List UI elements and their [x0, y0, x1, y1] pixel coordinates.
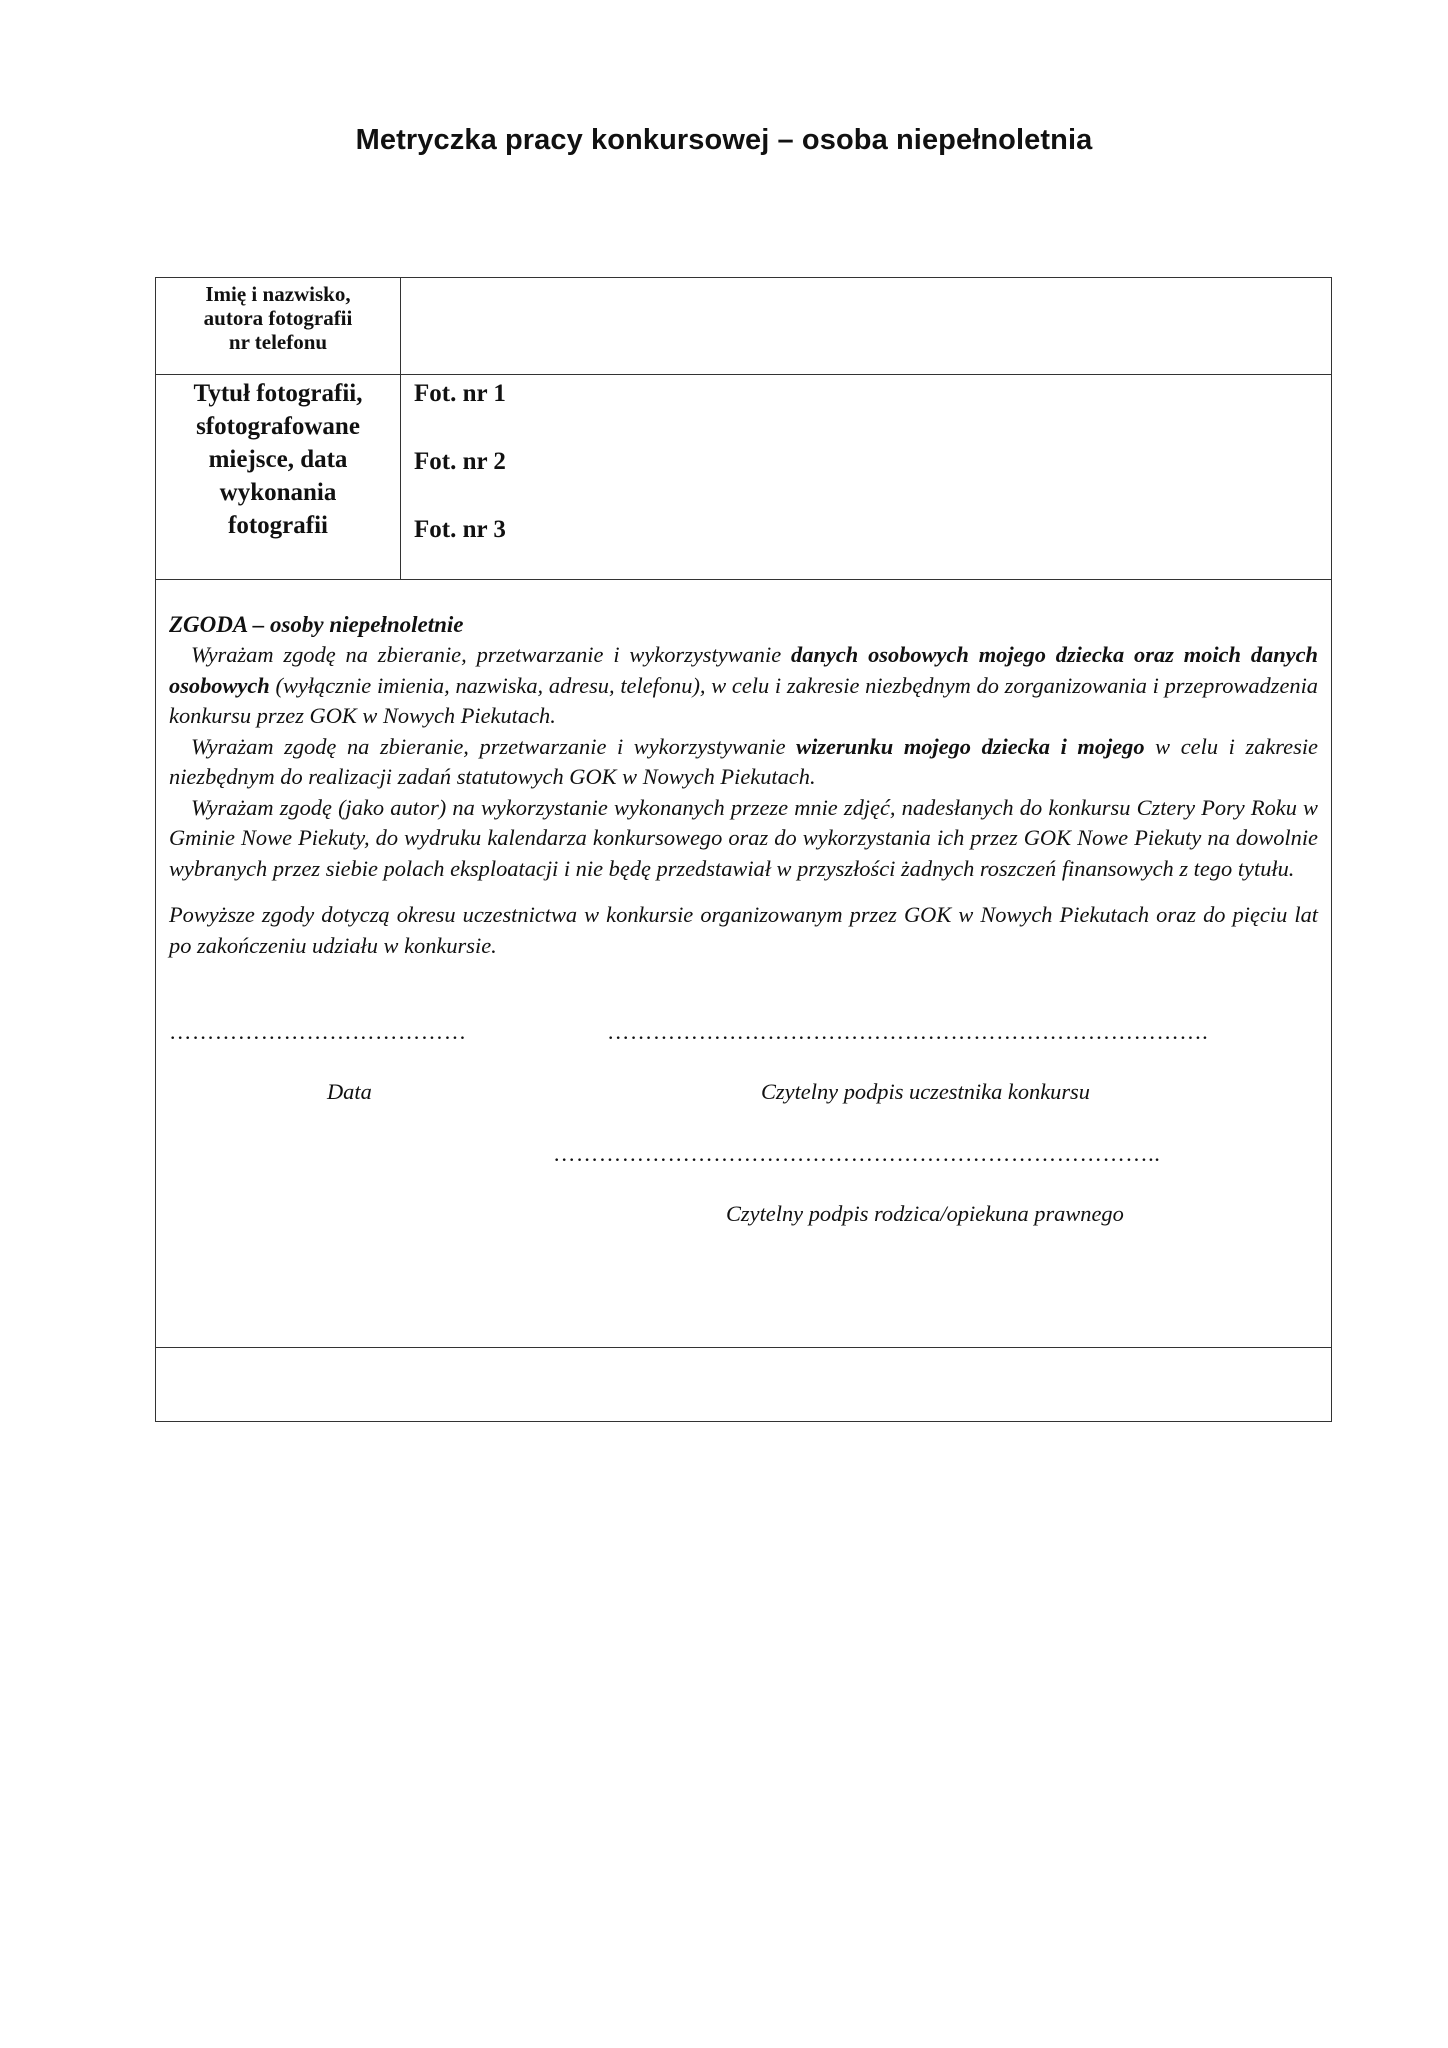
consent-emphasis: danych osobowych mojego dziecka oraz moich danych osobowych [169, 642, 1318, 698]
author-label-line: Imię i nazwisko, [205, 282, 351, 306]
author-input-cell[interactable] [401, 278, 1332, 375]
participant-signature-caption: Czytelny podpis uczestnika konkursu [761, 1079, 1090, 1104]
footer-row [156, 1348, 1332, 1422]
consent-row [156, 580, 1332, 1348]
consent-paragraph-photos [169, 793, 1318, 885]
date-caption: Data [327, 1079, 372, 1104]
consent-paragraph-personal-data [169, 640, 1318, 732]
parent-signature-line[interactable]: …………………………………………………………………….. [553, 1141, 1161, 1166]
photo-row [156, 375, 1332, 580]
entry-form-table [155, 277, 1332, 1422]
consent-emphasis: wizerunku mojego dziecka i mojego [796, 733, 1145, 759]
consent-text: w celu i zakresie niezbędnym do realizacji zadań statutowych GOK w Nowych Piekutach. [169, 733, 1318, 789]
photo-entry-2[interactable]: Fot. nr 2 [414, 448, 506, 475]
consent-duration-note: Powyższe zgody dotyczą okresu uczestnictwa w konkursie organizowanym przez GOK w Nowych Piekutach oraz do pięciu lat po zakończeniu udziału w konkursie. [169, 902, 1318, 958]
author-label-line: nr telefonu [228, 330, 328, 354]
photo-label-line: miejsce, data [208, 446, 348, 473]
author-label-cell [156, 278, 401, 375]
parent-signature-caption: Czytelny podpis rodzica/opiekuna prawnego [726, 1201, 1124, 1226]
photo-label-line: wykonania [219, 479, 337, 506]
consent-text: Wyrażam zgodę na zbieranie, przetwarzanie i wykorzystywanie [191, 733, 797, 759]
photo-label-cell [156, 375, 401, 580]
photo-entry-3[interactable]: Fot. nr 3 [414, 516, 506, 543]
consent-cell [156, 580, 1332, 1348]
participant-signature-line[interactable]: ……………………………………………………………………. [607, 1019, 1209, 1044]
consent-text: (wyłącznie imienia, nazwiska, adresu, telefonu), w celu i zakresie niezbędnym do zorganizowania i przeprowadzenia konkursu przez GOK w Nowych Piekutach. [169, 672, 1318, 728]
author-label-line: autora fotografii [203, 306, 353, 330]
photo-label-line: sfotografowane [196, 413, 360, 440]
photo-entry-1[interactable]: Fot. nr 1 [414, 380, 506, 407]
photo-label-line: Tytuł fotografii, [193, 380, 363, 407]
consent-text: Wyrażam zgodę na zbieranie, przetwarzanie i wykorzystywanie [191, 642, 792, 667]
signature-area [169, 961, 1318, 1291]
photo-input-cell[interactable] [401, 375, 1332, 580]
photo-label-line: fotografii [228, 512, 328, 539]
consent-text: Wyrażam zgodę (jako autor) na wykorzystanie wykonanych przeze mnie zdjęć, nadesłanych do konkursu Cztery Pory Roku w Gminie Nowe Piekuty, do wydruku kalendarza konkursowego oraz do wykorzystania ich przez GOK Nowe Piekuty na dowolnie wybranych przez siebie polach eksploatacji i nie będę przedstawiał w przyszłości żadnych roszczeń finansowych z tego tytułu. [169, 794, 1318, 881]
consent-heading: ZGODA – osoby niepełnoletnie [169, 612, 464, 637]
footer-empty-cell [156, 1348, 1332, 1422]
page-title: Metryczka pracy konkursowej – osoba niepełnoletnia [355, 124, 1093, 156]
date-signature-line[interactable]: ………………………………… [169, 1019, 467, 1044]
consent-paragraph-image [169, 732, 1318, 793]
author-row [156, 278, 1332, 375]
